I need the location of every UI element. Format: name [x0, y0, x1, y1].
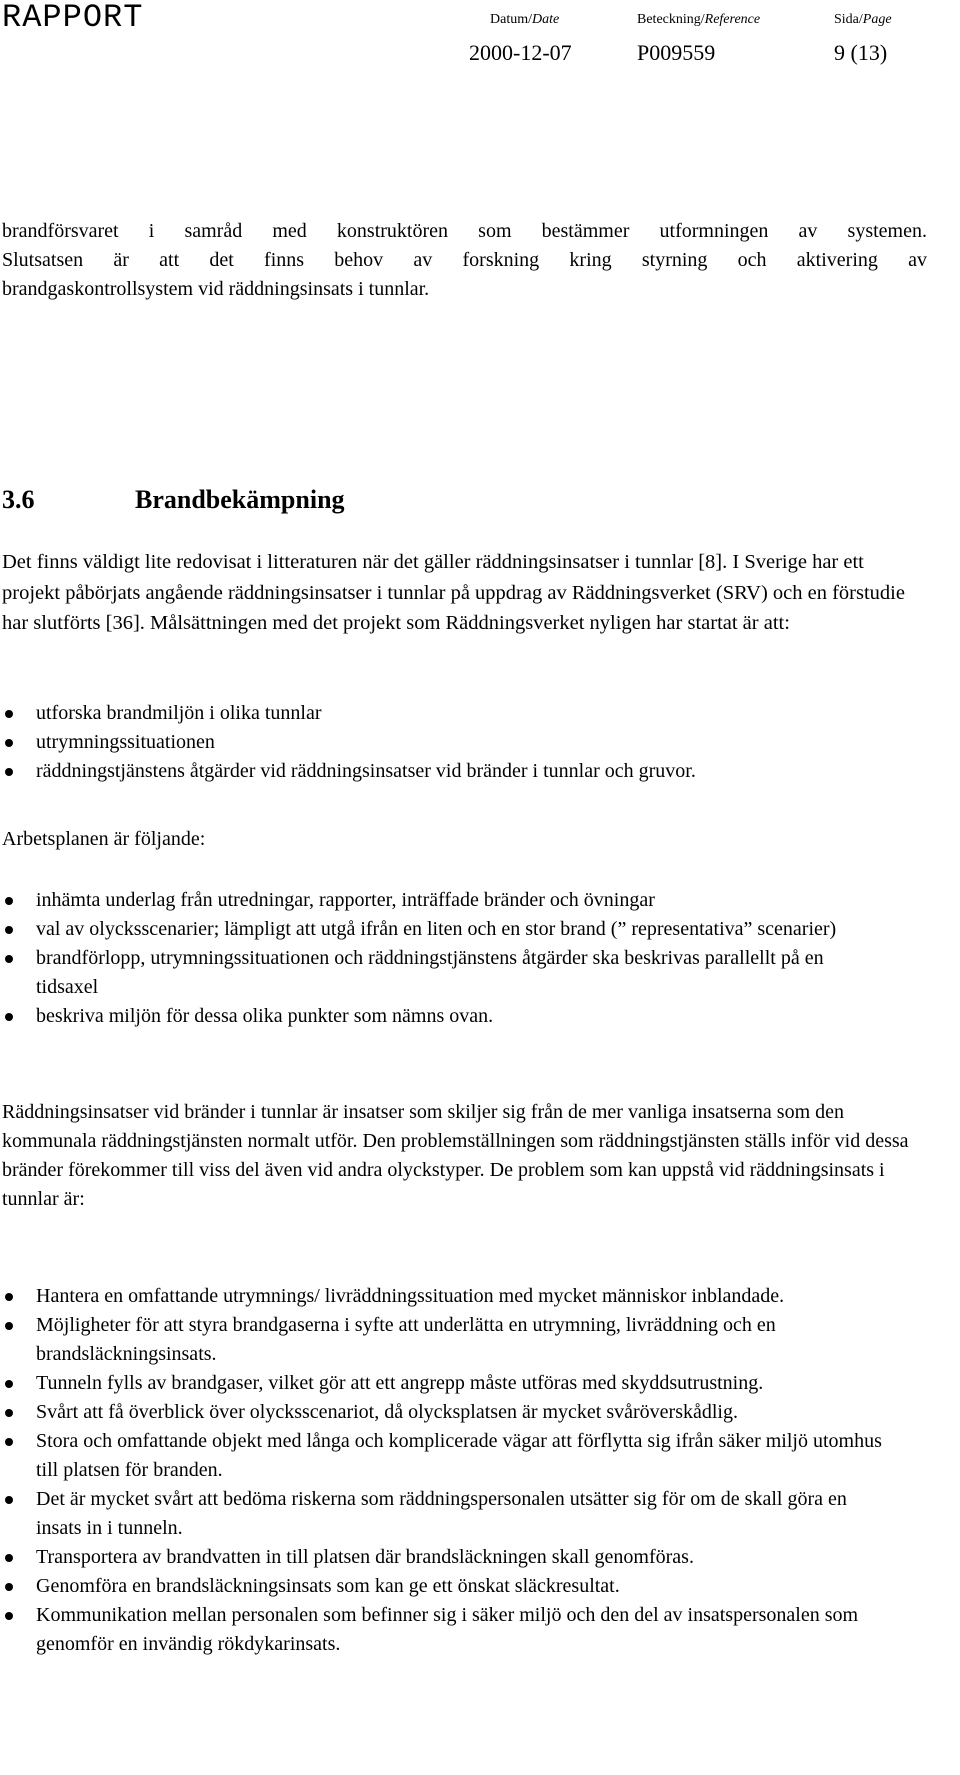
- intro-paragraph: [2, 217, 927, 304]
- bullet-icon: [5, 897, 13, 905]
- list-item-text: brandförlopp, utrymningssituationen och räddningstjänstens åtgärder ska beskrivas parallellt på en tidsaxel: [36, 947, 824, 998]
- bullet-icon: [5, 710, 13, 718]
- list-item: [2, 1572, 912, 1601]
- date-label: [490, 12, 559, 28]
- intro-line: brandgaskontrollsystem vid räddningsinsats i tunnlar.: [2, 278, 430, 300]
- list-item: [2, 1282, 912, 1311]
- list-item-text: Hantera en omfattande utrymnings/ livräddningssituation med mycket människor inblandade.: [36, 1285, 785, 1307]
- paragraph-workplan-intro: Arbetsplanen är följande:: [2, 828, 206, 850]
- list-item-text: beskriva miljön för dessa olika punkter som nämns ovan.: [36, 1005, 494, 1027]
- list-item-text: Stora och omfattande objekt med långa och komplicerade vägar att förflytta sig ifrån säker miljö utomhus till platsen för branden.: [36, 1430, 882, 1481]
- bullet-icon: [5, 1409, 13, 1417]
- bullet-icon: [5, 1612, 13, 1620]
- goals-list: [2, 699, 927, 786]
- list-item-text: val av olycksscenarier; lämpligt att utgå ifrån en liten och en stor brand (” representativa” scenarier): [36, 918, 837, 940]
- section-number: 3.6: [2, 485, 35, 514]
- bullet-icon: [5, 1322, 13, 1330]
- reference-value: P009559: [637, 40, 716, 65]
- bullet-icon: [5, 739, 13, 747]
- page-label-en: Page: [862, 12, 892, 27]
- list-item: [2, 1398, 912, 1427]
- page-value: 9 (13): [834, 40, 888, 65]
- page-label-sv: Sida/: [834, 12, 863, 27]
- section-title: Brandbekämpning: [135, 485, 345, 514]
- intro-line: brandförsvaret i samråd med konstruktören som bestämmer utformningen av systemen.: [2, 220, 927, 242]
- list-item-text: Transportera av brandvatten in till platsen där brandsläckningen skall genomföras.: [36, 1546, 694, 1568]
- list-item: [2, 1543, 912, 1572]
- list-item-text: räddningstjänstens åtgärder vid räddningsinsatser vid bränder i tunnlar och gruvor.: [36, 760, 696, 782]
- list-item-text: inhämta underlag från utredningar, rapporter, inträffade bränder och övningar: [36, 889, 655, 911]
- bullet-icon: [5, 926, 13, 934]
- bullet-icon: [5, 1380, 13, 1388]
- document-type: RAPPORT: [2, 0, 144, 36]
- list-item: [2, 1311, 912, 1369]
- date-label-sv: Datum/: [490, 12, 532, 27]
- list-item-text: utrymningssituationen: [36, 731, 215, 753]
- reference-label-en: Reference: [704, 12, 761, 27]
- report-header: [0, 0, 960, 80]
- list-item-text: Genomföra en brandsläckningsinsats som kan ge ett önskat släckresultat.: [36, 1575, 620, 1597]
- list-item-text: Möjligheter för att styra brandgaserna i syfte att underlätta en utrymning, livräddning och en brandsläckningsinsats.: [36, 1314, 776, 1365]
- intro-line: Slutsatsen är att det finns behov av forskning kring styrning och aktivering av: [2, 249, 927, 271]
- page-label: [834, 12, 892, 28]
- workplan-list: [2, 886, 902, 1031]
- list-item: [2, 757, 927, 786]
- reference-label: [637, 12, 760, 28]
- bullet-icon: [5, 1583, 13, 1591]
- list-item: [2, 1601, 912, 1659]
- list-item-text: Tunneln fylls av brandgaser, vilket gör att ett angrepp måste utföras med skyddsutrustning.: [36, 1372, 764, 1394]
- bullet-icon: [5, 768, 13, 776]
- list-item: [2, 699, 927, 728]
- list-item: [2, 1427, 912, 1485]
- bullet-icon: [5, 1554, 13, 1562]
- paragraph-problems-intro: Räddningsinsatser vid bränder i tunnlar är insatser som skiljer sig från de mer vanliga insatserna som den kommunala räddningstjänsten normalt utför. Den problemställningen som räddningstjänsten ställs inför vid dessa bränder förekommer till viss del även vid andra olyckstyper. De problem som kan uppstå vid räddningsinsats i tunnlar är:: [2, 1101, 909, 1210]
- list-item: [2, 1369, 912, 1398]
- list-item-text: Kommunikation mellan personalen som befinner sig i säker miljö och den del av insatspersonalen som genomför en invändig rökdykarinsats.: [36, 1604, 859, 1655]
- list-item-text: Det är mycket svårt att bedöma riskerna som räddningspersonalen utsätter sig för om de skall göra en insats in i tunneln.: [36, 1488, 847, 1539]
- reference-label-sv: Beteckning/: [637, 12, 705, 27]
- date-label-en: Date: [532, 12, 560, 27]
- list-item: [2, 1485, 912, 1543]
- bullet-icon: [5, 1293, 13, 1301]
- list-item-text: utforska brandmiljön i olika tunnlar: [36, 702, 322, 724]
- bullet-icon: [5, 1496, 13, 1504]
- list-item-text: Svårt att få överblick över olycksscenariot, då olycksplatsen är mycket svåröverskådlig.: [36, 1401, 738, 1423]
- paragraph-background: Det finns väldigt lite redovisat i litteraturen när det gäller räddningsinsatser i tunnlar [8]. I Sverige har ett projekt påbörjats angående räddningsinsatser i tunnlar på uppdrag av Räddningsverket (SRV) och en förstudie har slutförts [36]. Målsättningen med det projekt som Räddningsverket nyligen har startat är att:: [2, 551, 905, 634]
- list-item: [2, 1002, 902, 1031]
- list-item: [2, 728, 927, 757]
- list-item: [2, 915, 902, 944]
- date-value: 2000-12-07: [469, 40, 572, 65]
- section-heading: [2, 485, 345, 515]
- list-item: [2, 944, 902, 1002]
- list-item: [2, 886, 902, 915]
- bullet-icon: [5, 955, 13, 963]
- bullet-icon: [5, 1438, 13, 1446]
- problems-list: [2, 1282, 912, 1659]
- bullet-icon: [5, 1013, 13, 1021]
